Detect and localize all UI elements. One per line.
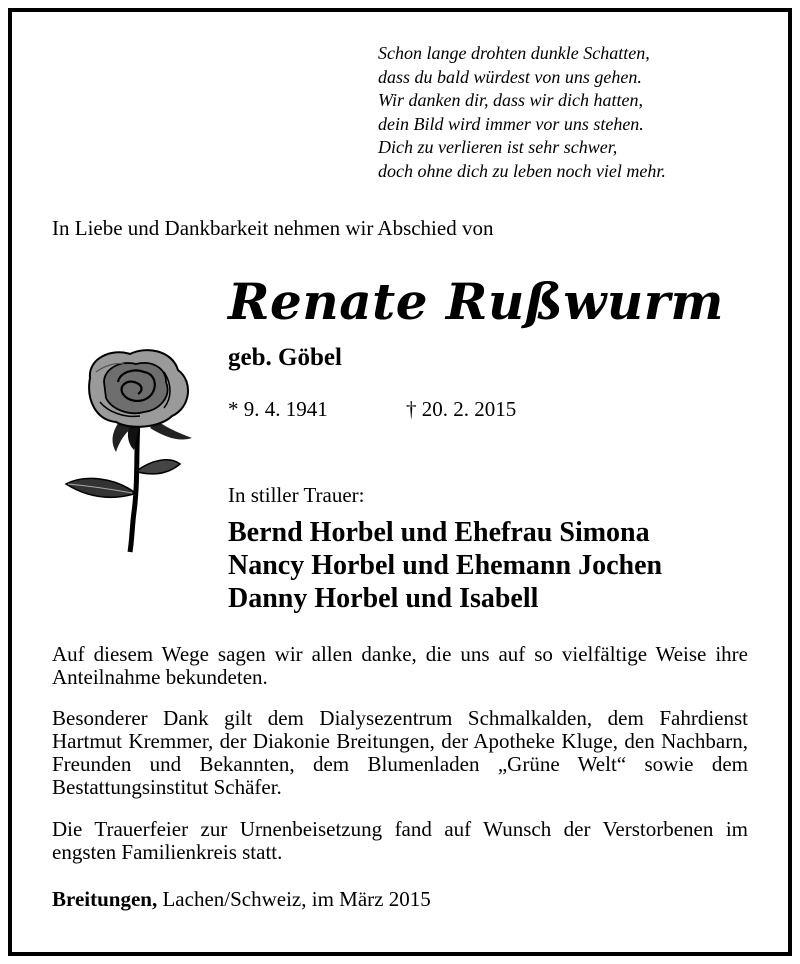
intro-text: In Liebe und Dankbarkeit nehmen wir Abschied von [52,216,494,240]
closing-place: Breitungen, [52,887,158,911]
poem [378,42,666,183]
mourning-label: In stiller Trauer: [228,483,365,507]
thanks-paragraph: Auf diesem Wege sagen wir allen danke, die uns auf so vielfältige Weise ihre Anteilnahme bekundeten. [52,642,748,689]
birth-name: geb. Göbel [228,344,342,371]
rose-icon [60,342,200,557]
poem-line: doch ohne dich zu leben noch viel mehr. [378,160,666,181]
funeral-info-paragraph: Die Trauerfeier zur Urnenbeisetzung fand auf Wunsch der Verstorbenen im engsten Familienkreis statt. [52,817,748,864]
closing-line [52,887,431,912]
life-dates [228,397,517,422]
poem-line: dein Bild wird immer vor uns stehen. [378,113,644,134]
poem-line: Dich zu verlieren ist sehr schwer, [378,137,618,157]
mourner-line: Nancy Horbel und Ehemann Jochen [228,550,663,581]
poem-line: dass du bald würdest von uns gehen. [378,66,642,87]
deceased-name: Renate Rußwurm [228,272,724,331]
mourners-list [228,516,662,615]
mourner-line: Danny Horbel und Isabell [228,583,539,614]
birth-date: * 9. 4. 1941 [228,397,328,421]
mourner-line: Bernd Horbel und Ehefrau Simona [228,517,650,548]
poem-line: Wir danken dir, dass wir dich hatten, [378,90,643,110]
special-thanks-paragraph: Besonderer Dank gilt dem Dialysezentrum Schmalkalden, dem Fahrdienst Hartmut Kremmer, der Diakonie Breitungen, der Apotheke Kluge, den Nachbarn, Freunden und Bekannten, dem Blumenladen „Grüne Welt“ sowie dem Bestattungsinstitut Schäfer. [52,706,748,799]
poem-line: Schon lange drohten dunkle Schatten, [378,43,650,63]
closing-rest: Lachen/Schweiz, im März 2015 [157,887,431,911]
death-date: † 20. 2. 2015 [406,397,517,421]
